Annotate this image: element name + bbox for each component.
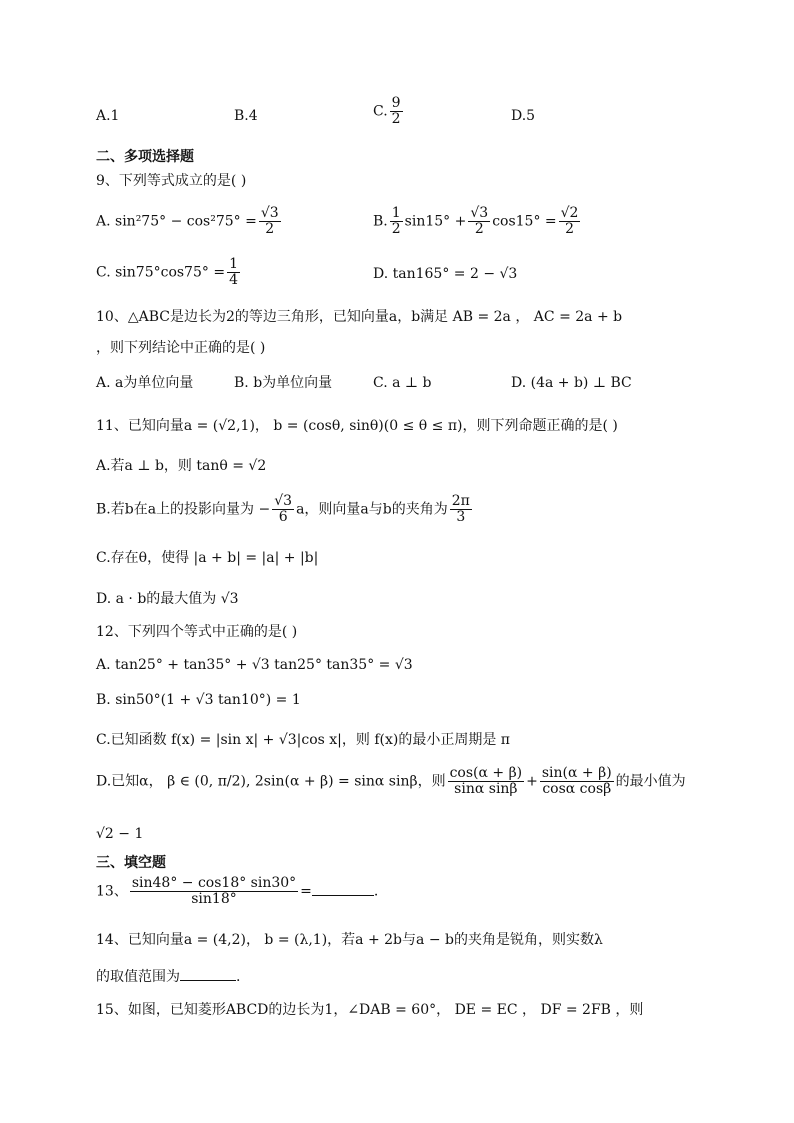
plus-sign: + [526,773,538,790]
period: . [373,883,379,900]
q8-option-c [373,96,405,127]
q12-option-d [96,766,686,797]
fraction-denominator: 2 [565,221,575,237]
q10-stem: 10、△ABC是边长为2的等边三角形，已知向量a，b满足 AB = 2a ， AC = 2a + b [96,309,623,325]
q9-c-fraction [227,257,240,288]
q11-option-c: C.存在θ，使得 |a + b| = |a| + |b| [96,550,319,566]
q12-d-text: D.已知α， β ∈ (0, π/2), 2sin(α + β) = sinα sinβ，则 [96,773,446,790]
fraction-denominator: 3 [456,509,466,525]
q9-b-fraction-3 [559,206,581,237]
q11-b-fraction-2 [450,494,472,525]
answer-blank[interactable] [312,881,374,896]
fraction-numerator: sin48° − cos18° sin30° [131,875,297,891]
q8-option-d: D.5 [511,108,536,124]
q12-option-d-answer: √2 − 1 [96,826,144,842]
fraction-denominator: 6 [278,509,288,525]
q12-stem: 12、下列四个等式中正确的是( ) [96,624,298,640]
fraction-numerator: 1 [229,256,238,272]
period: . [236,969,241,985]
q10-stem-cont: ，则下列结论中正确的是( ) [96,340,266,356]
fraction-numerator: √2 [560,205,579,221]
q12-d-fraction-1 [448,766,525,797]
q10-option-a: A. a为单位向量 [96,375,194,391]
q11-b-text-2: a，则向量a与b的夹角为 [296,501,448,518]
q11-option-d: D. a · b的最大值为 √3 [96,591,239,607]
q9-b-fraction-2 [468,206,490,237]
fraction-numerator: cos(α + β) [449,765,523,781]
fraction-denominator: 2 [474,221,484,237]
answer-blank[interactable] [180,966,236,981]
fraction-numerator: 9 [391,95,401,111]
q14-line-2 [96,966,240,987]
fraction-denominator: 2 [391,221,401,237]
q10-option-c: C. a ⊥ b [373,375,432,391]
q12-d-suffix: 的最小值为 [615,773,686,790]
q15-line-1: 15、如图，已知菱形ABCD的边长为1，∠DAB = 60°， DE = EC ， DF = 2FB ，则 [96,1002,644,1018]
q11-option-b [96,494,474,525]
fraction-denominator: 4 [229,272,238,288]
q9-b-label: B. [373,213,388,230]
q13-number: 13、 [96,883,128,900]
q8-option-c-label: C. [373,103,388,120]
fraction-denominator: sinα sinβ [454,781,518,797]
fraction-numerator: 1 [391,205,401,221]
q11-b-fraction-1 [272,494,294,525]
q12-d-fraction-2 [540,766,614,797]
q9-b-fraction-1 [390,206,403,237]
section-2-title: 二、多项选择题 [96,149,194,165]
q10-option-b: B. b为单位向量 [234,375,333,391]
fraction-numerator: √3 [274,493,293,509]
q11-b-text-1: B.若b在a上的投影向量为 − [96,501,271,518]
fraction-numerator: 2π [451,493,470,509]
q9-b-text-2: cos15° = [492,213,557,230]
equals-sign: = [300,883,312,900]
fraction-numerator: √3 [260,205,279,221]
section-3-title: 三、填空题 [96,855,166,871]
q9-option-c [96,257,242,288]
q11-stem: 11、已知向量a = (√2,1)， b = (cosθ, sinθ)(0 ≤ θ ≤ π)，则下列命题正确的是( ) [96,418,618,434]
q9-option-b [373,206,582,237]
q9-option-a [96,206,283,237]
q8-option-c-fraction [390,96,403,127]
q12-option-c: C.已知函数 f(x) = |sin x| + √3|cos x|，则 f(x)的最小正周期是 π [96,732,510,748]
q14-line-1: 14、已知向量a = (4,2)， b = (λ,1)，若a + 2b与a − b的夹角是锐角，则实数λ [96,932,603,948]
q9-a-text: A. sin²75° − cos²75° = [96,213,257,230]
q14-text: 的取值范围为 [96,969,180,985]
q12-option-a: A. tan25° + tan35° + √3 tan25° tan35° = √3 [96,657,413,673]
fraction-denominator: 2 [391,111,401,127]
fraction-denominator: cosα cosβ [542,781,612,797]
q8-option-b: B.4 [234,108,258,124]
fraction-numerator: sin(α + β) [541,765,612,781]
q9-a-fraction [259,206,281,237]
fraction-numerator: √3 [470,205,489,221]
q9-option-d: D. tan165° = 2 − √3 [373,266,518,282]
q13-fraction [130,876,298,907]
q12-option-b: B. sin50°(1 + √3 tan10°) = 1 [96,692,301,708]
q10-option-d: D. (4a + b) ⊥ BC [511,375,632,391]
q13 [96,876,378,907]
q11-option-a: A.若a ⊥ b，则 tanθ = √2 [96,458,267,474]
q9-stem: 9、下列等式成立的是( ) [96,173,247,189]
q9-c-text: C. sin75°cos75° = [96,264,226,281]
q8-option-a: A.1 [96,108,120,124]
q9-b-text-1: sin15° + [404,213,467,230]
fraction-denominator: sin18° [191,891,237,907]
fraction-denominator: 2 [265,221,275,237]
